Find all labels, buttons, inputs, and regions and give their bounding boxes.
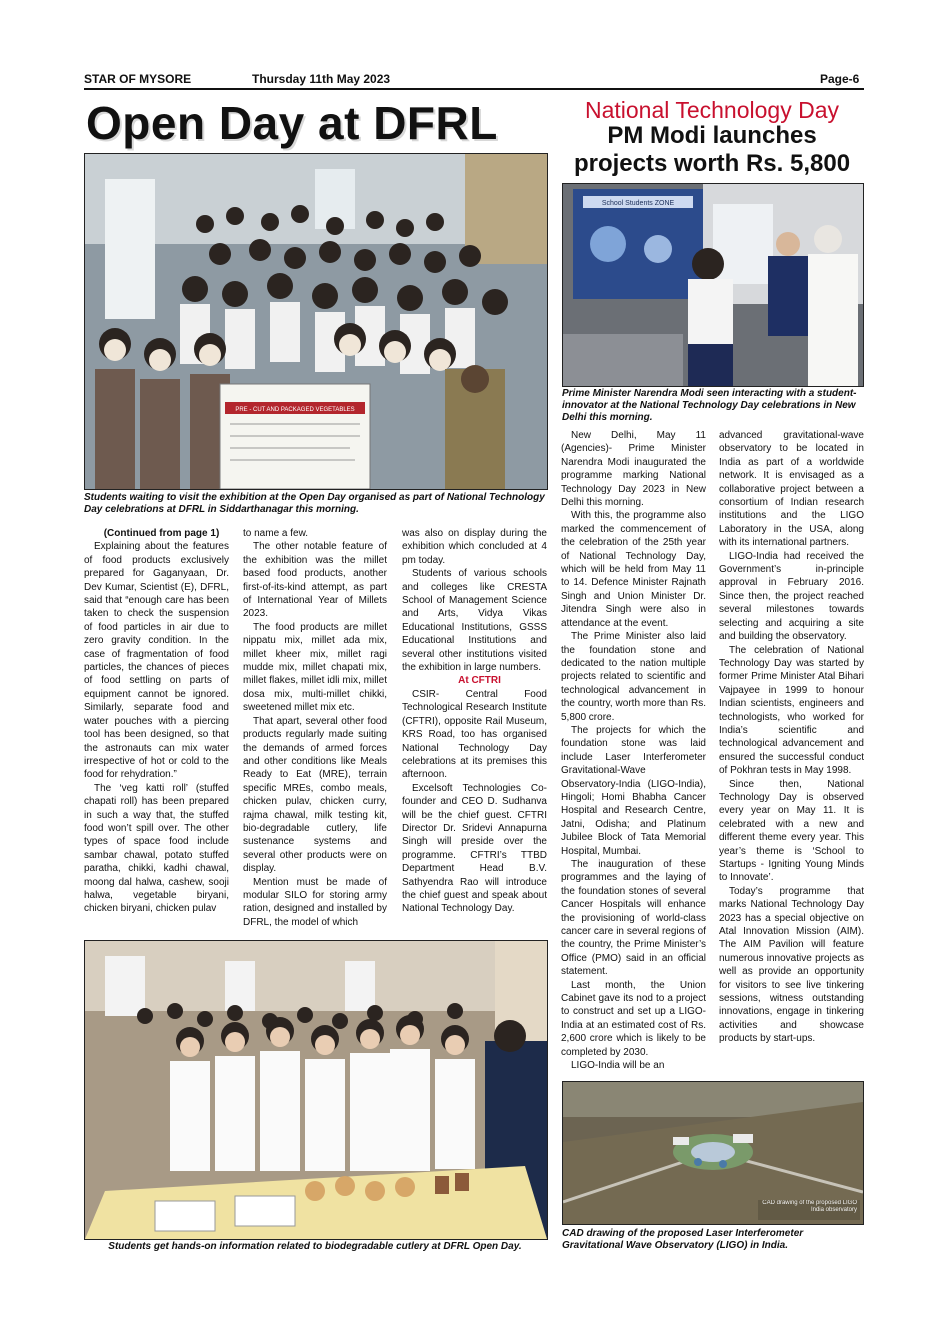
paragraph: Last month, the Union Cabinet gave its nod to a project to construct and set up a LIGO-India at an estimated cost of Rs. 2,600 crore which is likely to be completed by 2030. [561,979,706,1058]
header-rule [84,88,864,90]
pm-photo-caption: Prime Minister Narendra Modi seen interacting with a student-innovator at the National Technology Day celebrations in New Delhi this morning. [562,388,857,423]
ntd-column-left [561,429,706,1073]
ntd-headline: PM Modi launches projects worth Rs. 5,800 [573,122,851,177]
cftri-subheading: At CFTRI [458,675,501,687]
paragraph: New Delhi, May 11 (Agencies)- Prime Minister Narendra Modi inaugurated the programme marking National Technology Day 2023 in New Delhi this morning. [561,430,706,509]
paragraph: Mention must be made of modular SILO for storing army ration, designed and installed by DFRL, the model of which [243,876,387,928]
dfrl-students-photo [84,153,548,490]
newspaper-name: STAR OF MYSORE [84,72,192,86]
paragraph: That apart, several other food products regularly made suiting the demands of armed forces and other conditions like Meals Ready to Eat (MRE), terrain specific MREs, combo meals, chicken pulav, chicken curry, rajma chawal, milk testing kit, bio-degradable cutlery, life sustenance systems and several other products were on display. [243,715,387,875]
paragraph: was also on display during the exhibition which concluded at 4 pm today. [402,528,547,566]
paragraph: to name a few. [243,528,309,539]
lab-coat-students-illustration [85,941,547,1239]
paragraph: LIGO-India had received the Government’s in-principle approval in February 2016. Since then, the project reached several milestones towards selecting and acquiring a site and building the observatory. [719,550,864,643]
paragraph: The projects for which the foundation stone was laid include Laser Interferometer Gravitational-Wave Observatory-India (LIGO-India), Hingoli; Homi Bhabha Cancer Hospital and Research Centre, Jatni, Odisha; and Platinum Jubilee Block of Tata Memorial Hospital, Mumbai. [561,724,706,857]
exhibit-screen-text: School Students ZONE [601,200,675,207]
exhibit-banner-text: PRE - CUT AND PACKAGED VEGETABLES [235,407,355,413]
ntd-kicker: National Technology Day [584,97,839,123]
dfrl-headline: Open Day at DFRL [86,97,498,149]
dfrl-column-2 [243,527,387,929]
paragraph: Today’s programme that marks National Technology Day 2023 has a special objective on Atal Innovation Mission (AIM). The AIM Pavilion will feature numerous innovative projects as well as provide an opportunity for visitors to see live tinkering sessions, witness outstanding innovations, engage in tinkering activities and showcase products by start-ups. [719,885,864,1045]
pm-modi-photo [562,183,864,387]
page-number: Page-6 [820,72,860,86]
dfrl-column-1 [84,527,229,916]
dfrl-photo2-caption: Students get hands-on information related to biodegradable cutlery at DFRL Open Day. [108,1241,522,1252]
paragraph: Explaining about the features of food products exclusively prepared for Gaganyaan, Dr. Dev Kumar, Scientist (E), DFRL, said that “enough care has been taken to check the suspension of food particles in air due to zero gravity condition. In the case of fragmentation of food particles, the chances of pieces of food settling on parts of equipment cannot be ignored. Similarly, separate food and water pouches with a piercing tool has been designed, so that the astronauts can mix water irrespective of hot or cold to the food for rehydration.” [84,541,229,781]
dfrl-photo1-caption: Students waiting to visit the exhibition at the Open Day organised as part of National Technology Day celebrations at DFRL in Siddarthanagar this morning. [84,492,545,515]
paragraph: The inauguration of these programmes and the laying of the foundation stones of several Cancer Hospitals will enhance the provisioning of world-class cancer care in several regions of the country, the Prime Minister’s Office (PMO) said in an official statement. [561,859,706,978]
ligo-caption: CAD drawing of the proposed Laser Interferometer Gravitational Wave Observatory (LIGO) in India. [562,1228,804,1251]
students-crowd-illustration [85,154,547,489]
paragraph: The celebration of National Technology Day was started by former Prime Minister Atal Bihari Vajpayee in 1999 to honour Indian scientists, engineers and technologists, who worked for India’s scientific and technological advancement and ensured the successful conduct of Pokhran tests in May 1998. [719,644,864,777]
paragraph: The food products are millet nippatu mix, millet ada mix, millet kheer mix, millet ragi mudde mix, millet chapati mix, millet flakes, millet idli mix, millet dosa mix, multi-millet chikki, sweetened millet mix etc. [243,621,387,714]
paragraph: The Prime Minister also laid the foundation stone and dedicated to the nation multiple projects related to scientific and technological advancement in the country, worth more than Rs. 5,800 crore. [561,631,706,723]
paragraph: Students of various schools and colleges like CRESTA School of Management Science and Arts, Vidya Vikas Educational Institutions, GSSS Educational Institutions and several other institutions visited the exhibition in large numbers. [402,568,547,674]
paragraph: Since then, National Technology Day is observed every year on May 11. It is celebrated with a new and different theme every year. This year’s theme is ‘School to Startups - Igniting Young Minds to Innovate’. [719,778,864,884]
ligo-cad-image [562,1081,864,1225]
ligo-observatory-illustration [563,1082,863,1224]
paragraph: The other notable feature of the exhibition was the millet based food products, another first-of-its-kind attempt, as part of International Year of Millets 2023. [243,541,387,620]
issue-date: Thursday 11th May 2023 [252,72,391,86]
dfrl-column-3 [402,527,547,916]
paragraph: With this, the programme also marked the commencement of the celebration of the 25th year of National Technology Day, which will be held from May 11 to 14. Defence Minister Rajnath Singh and Union Minister Dr. Jitendra Singh were also in attendance at the event. [561,510,706,629]
ntd-column-right [719,429,864,1046]
ligo-overlay-text: CAD drawing of the proposed LIGO India observatory [762,1200,857,1213]
paragraph: LIGO-India will be an [571,1060,665,1072]
paragraph: CSIR- Central Food Technological Research Institute (CFTRI), opposite Rail Museum, KRS Road, too has organised National Technology Day celebrations at its premises this afternoon. [402,688,547,781]
dfrl-cutlery-photo [84,940,548,1240]
continued-note: (Continued from page 1) [103,528,220,539]
paragraph: The ‘veg katti roll’ (stuffed chapati roll) has been prepared in such a way that, the stuffed food won’t spill over. The other types of space food include sambar chawal, potato stuffed paratha, chikki, kadhi chawal, moong dal halwa, cashew, sooji halwa, vegetable biryani, chicken biryani, chicken pulav [84,782,229,915]
pm-interaction-illustration [563,184,863,386]
paragraph: Excelsoft Technologies Co-founder and CEO D. Sudhanva will be the chief guest. CFTRI Director Dr. Sridevi Annapurna Singh will preside over the programme. CFTRI’s TTBD Department Head B.V. Sathyendra Rao will introduce the chief guest and speak about National Technology Day. [402,782,547,915]
paragraph: advanced gravitational-wave observatory to be located in India as part of a worldwide network. It is envisaged as a collaborative project between a consortium of Indian research institutions and the LIGO Laboratory in the USA, along with its international partners. [719,430,864,549]
